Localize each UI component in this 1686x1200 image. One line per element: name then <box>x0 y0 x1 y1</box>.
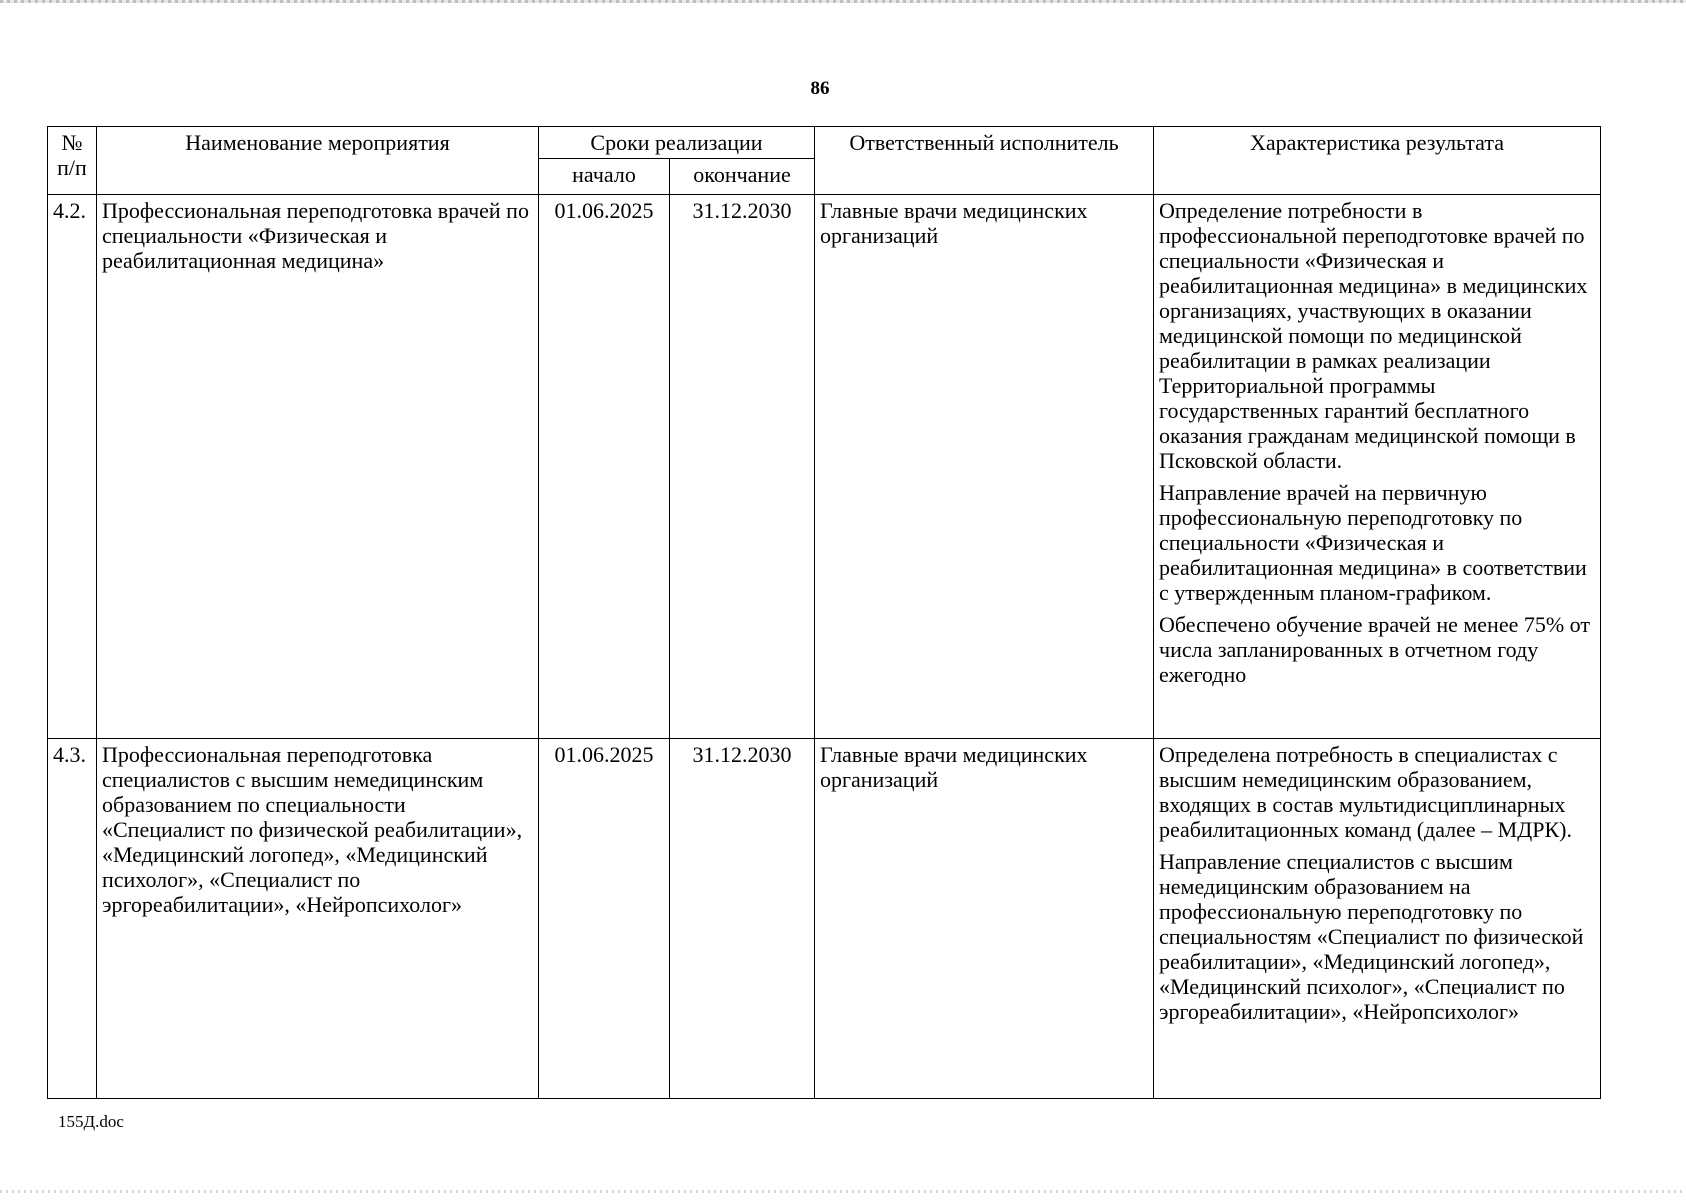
result-paragraph: Определение потребности в профессиональной переподготовке врачей по специальности «Физическая и реабилитационная медицина» в медицинских организациях, участвующих в оказании медицинской помощи по медицинской реабилитации в рамках реализации Территориальной программы государственных гарантий бесплатного оказания гражданам медицинской помощи в Псковской области. <box>1159 198 1588 473</box>
result-paragraph: Направление специалистов с высшим немедицинским образованием на профессиональную переподготовку по специальностям «Специалист по физической реабилитации», «Медицинский логопед», «Медицинский психолог», «Специалист по эргореабилитации», «Нейропсихолог» <box>1159 849 1584 1024</box>
header-result: Характеристика результата <box>1154 127 1601 195</box>
row-start: 01.06.2025 <box>539 739 670 1099</box>
page-number: 86 <box>810 78 830 99</box>
table-header-row <box>48 127 1601 159</box>
scan-edge-top <box>0 0 1686 3</box>
result-paragraph: Обеспечено обучение врачей не менее 75% от числа запланированных в отчетном году ежегодно <box>1159 612 1591 687</box>
header-num: № п/п <box>48 127 97 195</box>
row-name: Профессиональная переподготовка врачей по специальности «Физическая и реабилитационная медицина» <box>97 195 539 739</box>
header-end: окончание <box>670 159 815 195</box>
header-start: начало <box>539 159 670 195</box>
row-end: 31.12.2030 <box>670 739 815 1099</box>
row-num: 4.2. <box>48 195 97 739</box>
row-executor: Главные врачи медицинских организаций <box>815 195 1154 739</box>
table-row <box>48 195 1601 739</box>
table-row <box>48 739 1601 1099</box>
result-paragraph: Направление врачей на первичную профессиональную переподготовку по специальности «Физическая и реабилитационная медицина» в соответствии с утвержденным планом-графиком. <box>1159 480 1587 605</box>
row-start: 01.06.2025 <box>539 195 670 739</box>
header-name: Наименование мероприятия <box>97 127 539 195</box>
header-period: Сроки реализации <box>539 127 815 159</box>
row-result <box>1154 739 1601 1099</box>
header-executor: Ответственный исполнитель <box>815 127 1154 195</box>
row-end: 31.12.2030 <box>670 195 815 739</box>
footer-filename: 155Д.doc <box>58 1112 124 1131</box>
row-executor: Главные врачи медицинских организаций <box>815 739 1154 1099</box>
row-result <box>1154 195 1601 739</box>
result-paragraph: Определена потребность в специалистах с высшим немедицинским образованием, входящих в состав мультидисциплинарных реабилитационных команд (далее – МДРК). <box>1159 742 1572 842</box>
row-name: Профессиональная переподготовка специалистов с высшим немедицинским образованием по специальности «Специалист по физической реабилитации», «Медицинский логопед», «Медицинский психолог», «Специалист по эргореабилитации», «Нейропсихолог» <box>97 739 539 1099</box>
scan-edge-bottom <box>0 1190 1686 1193</box>
measures-table <box>47 126 1601 1099</box>
row-num: 4.3. <box>48 739 97 1099</box>
